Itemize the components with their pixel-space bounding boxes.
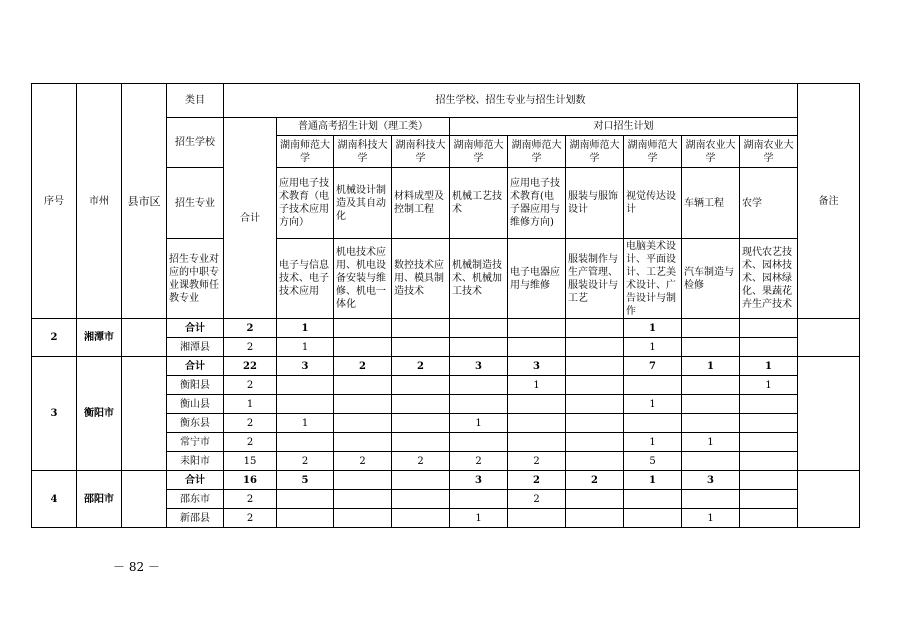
course-name: 汽车制造与检修 [682,239,740,319]
city-cell: 湘潭市 [77,319,122,357]
subtotal-total: 16 [224,471,277,490]
county-total: 15 [224,452,277,471]
county-total: 2 [224,490,277,509]
county-value [566,452,624,471]
major-name: 机械设计制造及其自动化 [334,168,392,239]
county-value [682,338,740,357]
subtotal-value [392,471,450,490]
subtotal-label: 合计 [167,471,224,490]
subtotal-value: 3 [450,357,508,376]
subtotal-value [740,319,798,338]
school-name: 湖南农业大学 [740,136,798,168]
course-name: 电子与信息技术、电子技术应用 [277,239,334,319]
major-name: 视觉传达设计 [624,168,682,239]
subtotal-value: 1 [682,357,740,376]
county-value: 2 [450,452,508,471]
major-name: 应用电子技术教育(电子器应用与维修方向) [508,168,566,239]
county-value: 2 [277,452,334,471]
city-cell: 邵阳市 [77,471,122,528]
county-value [624,509,682,528]
table-row [32,357,860,376]
course-name: 服装制作与生产管理、服装设计与工艺 [566,239,624,319]
subtotal-label: 合计 [167,357,224,376]
county-value: 5 [624,452,682,471]
county-value [682,376,740,395]
county-value: 2 [508,490,566,509]
county-value [450,395,508,414]
subtotal-value [682,319,740,338]
course-name: 电子电器应用与维修 [508,239,566,319]
major-name: 应用电子技术教育（电子技术应用方向） [277,168,334,239]
subtotal-total: 22 [224,357,277,376]
county-cell: 耒阳市 [167,452,224,471]
enrollment-plan-table [31,83,860,528]
county-value [740,509,798,528]
seq-cell: 4 [32,471,77,528]
county-value [566,490,624,509]
plan-title: 招生学校、招生专业与招生计划数 [224,84,798,118]
duikou-plan-group: 对口招生计划 [450,118,798,136]
major-name: 车辆工程 [682,168,740,239]
table-row [32,319,860,338]
county-blank-cell [122,471,167,528]
county-value [334,433,392,452]
county-value: 1 [277,414,334,433]
subtotal-value [334,319,392,338]
major-name: 材料成型及控制工程 [392,168,450,239]
county-value [740,490,798,509]
remark-cell [798,471,860,528]
subtotal-value [566,319,624,338]
county-value [392,376,450,395]
county-value [392,414,450,433]
county-value: 1 [277,338,334,357]
subtotal-value: 1 [624,471,682,490]
remark-cell [798,357,860,471]
major-label: 招生专业 [167,168,224,239]
county-total: 2 [224,414,277,433]
county-value: 1 [624,395,682,414]
table-row [32,471,860,490]
subtotal-value [334,471,392,490]
subtotal-value: 1 [277,319,334,338]
county-value [508,338,566,357]
subtotal-value [392,319,450,338]
subtotal-value: 2 [334,357,392,376]
county-cell: 湘潭县 [167,338,224,357]
subtotal-value [740,471,798,490]
school-name: 湖南师范大学 [566,136,624,168]
seq-cell: 2 [32,319,77,357]
county-value [392,433,450,452]
county-value [450,338,508,357]
subtotal-value [450,319,508,338]
county-value: 1 [624,338,682,357]
county-value [392,490,450,509]
school-name: 湖南师范大学 [450,136,508,168]
county-cell: 衡东县 [167,414,224,433]
city-header: 市州 [77,84,122,319]
course-name: 现代农艺技术、园林技术、园林绿化、果蔬花卉生产技术 [740,239,798,319]
county-header: 县市区 [122,84,167,319]
subtotal-value: 3 [450,471,508,490]
county-value [334,509,392,528]
remark-cell [798,319,860,357]
county-value [277,509,334,528]
county-value [682,490,740,509]
major-name: 机械工艺技术 [450,168,508,239]
county-value [334,490,392,509]
county-value [740,433,798,452]
school-label: 招生学校 [167,118,224,168]
county-value [508,395,566,414]
county-blank-cell [122,319,167,357]
county-value [508,433,566,452]
seq-header: 序号 [32,84,77,319]
county-value [334,414,392,433]
county-value [682,452,740,471]
subtotal-value: 1 [740,357,798,376]
subtotal-label: 合计 [167,319,224,338]
county-total: 2 [224,509,277,528]
county-value [392,338,450,357]
subtotal-total: 2 [224,319,277,338]
county-cell: 新邵县 [167,509,224,528]
school-name: 湖南农业大学 [682,136,740,168]
county-total: 1 [224,395,277,414]
county-value [392,395,450,414]
county-value [740,414,798,433]
subtotal-value: 2 [566,471,624,490]
county-value [334,395,392,414]
course-name: 机电技术应用、机电设备安装与维修、机电一体化 [334,239,392,319]
county-value [740,338,798,357]
county-cell: 邵东市 [167,490,224,509]
county-value [682,395,740,414]
county-value [566,338,624,357]
county-cell: 衡山县 [167,395,224,414]
county-value [566,433,624,452]
county-value: 1 [682,509,740,528]
county-value [566,376,624,395]
county-value [624,414,682,433]
subtotal-value: 3 [682,471,740,490]
subtotal-value: 1 [624,319,682,338]
major-name: 服装与服饰设计 [566,168,624,239]
county-blank-cell [122,357,167,471]
county-value [450,490,508,509]
county-total: 2 [224,338,277,357]
county-value [450,433,508,452]
county-value: 1 [740,376,798,395]
county-value [624,376,682,395]
county-value [740,395,798,414]
county-value: 1 [682,433,740,452]
seq-cell: 3 [32,357,77,471]
county-total: 2 [224,376,277,395]
county-value: 1 [624,433,682,452]
county-value: 2 [508,452,566,471]
school-name: 湖南科技大学 [334,136,392,168]
remark-header: 备注 [798,84,860,319]
school-name: 湖南师范大学 [508,136,566,168]
county-value [277,490,334,509]
subtotal-value: 7 [624,357,682,376]
course-label: 招生专业对应的中职专业课教师任教专业 [167,239,224,319]
subtotal-value [508,319,566,338]
county-cell: 衡阳县 [167,376,224,395]
county-value [682,414,740,433]
subtotal-value: 3 [508,357,566,376]
school-name: 湖南师范大学 [624,136,682,168]
subtotal-value: 2 [508,471,566,490]
county-value: 1 [508,376,566,395]
category-header: 类目 [167,84,224,118]
county-value [334,376,392,395]
county-value [566,414,624,433]
course-name: 机械制造技术、机械加工技术 [450,239,508,319]
subtotal-value: 5 [277,471,334,490]
county-value [508,414,566,433]
course-name: 电脑美术设计、平面设计、工艺美术设计、广告设计与制作 [624,239,682,319]
school-name: 湖南科技大学 [392,136,450,168]
county-value [334,338,392,357]
county-value [566,509,624,528]
county-value [277,433,334,452]
county-value: 1 [450,509,508,528]
total-header: 合计 [224,118,277,319]
subtotal-value: 2 [392,357,450,376]
course-name: 数控技术应用、模具制造技术 [392,239,450,319]
major-name: 农学 [740,168,798,239]
county-value [624,490,682,509]
general-plan-group: 普通高考招生计划（理工类） [277,118,450,136]
county-value [450,376,508,395]
county-total: 2 [224,433,277,452]
county-value [392,509,450,528]
county-value [277,376,334,395]
county-value [740,452,798,471]
county-value: 2 [392,452,450,471]
county-value [508,509,566,528]
county-value [566,395,624,414]
county-value: 1 [450,414,508,433]
page-number: － 82 － [113,560,160,574]
county-value: 2 [334,452,392,471]
subtotal-value [566,357,624,376]
school-name: 湖南师范大学 [277,136,334,168]
county-value [277,395,334,414]
county-cell: 常宁市 [167,433,224,452]
city-cell: 衡阳市 [77,357,122,471]
subtotal-value: 3 [277,357,334,376]
